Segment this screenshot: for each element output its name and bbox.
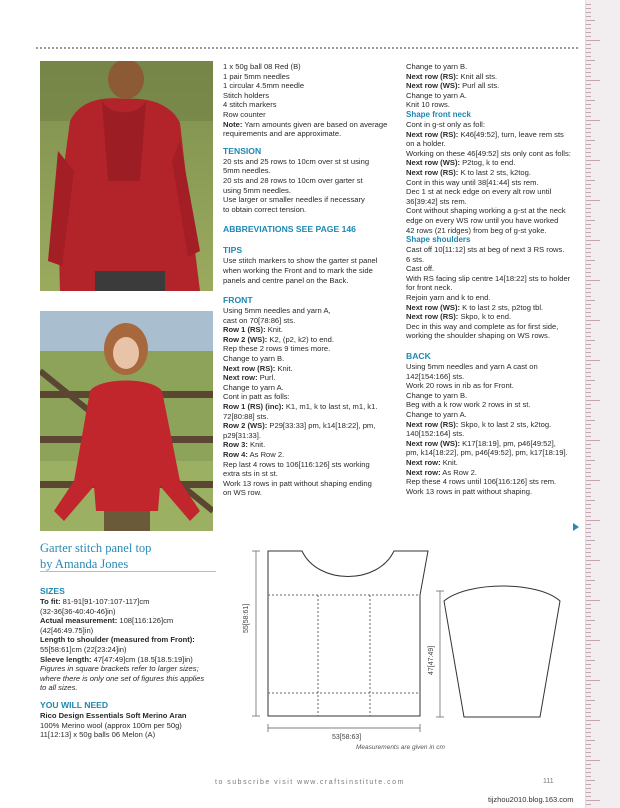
sleeve-length-dimension [436,591,444,717]
ruler-tick [586,596,591,597]
ruler-tick [586,228,591,229]
ruler-tick [586,436,591,437]
ruler-tick [586,792,591,793]
top-dotted-rule [36,47,578,49]
ruler-tick [586,704,591,705]
ruler-tick [586,784,591,785]
ruler-tick [586,128,591,129]
ruler-tick [586,776,591,777]
ruler-tick [586,600,600,601]
ruler-tick [586,536,591,537]
ruler-tick [586,64,591,65]
shape-front-neck-heading: Shape front neck [406,109,471,119]
ruler-tick [586,308,591,309]
ruler-tick [586,44,591,45]
ruler-tick [586,24,591,25]
ruler-tick [586,104,591,105]
ruler-tick [586,136,591,137]
ruler-tick [586,280,600,281]
ruler-tick [586,580,595,581]
ruler-tick [586,220,595,221]
ruler-tick [586,460,595,461]
ruler-tick [586,428,591,429]
ruler-tick [586,480,600,481]
ruler-tick [586,240,600,241]
ruler-tick [586,340,595,341]
ruler-tick [586,664,591,665]
measuring-ruler [585,0,620,808]
ruler-tick [586,312,591,313]
ruler-tick [586,656,591,657]
ruler-tick [586,712,591,713]
ruler-tick [586,396,591,397]
ruler-tick [586,680,600,681]
ruler-tick [586,8,591,9]
ruler-tick [586,644,591,645]
ruler-tick [586,108,591,109]
blog-watermark: tijzhou2010.blog.163.com [488,795,574,804]
ruler-tick [586,172,591,173]
ruler-tick [586,120,600,121]
ruler-tick [586,208,591,209]
ruler-tick [586,788,591,789]
ruler-tick [586,612,591,613]
sleeve-outline [444,586,560,717]
ruler-tick [586,356,591,357]
body-height-label: 55[58:61] [243,603,250,633]
ruler-tick [586,404,591,405]
ruler-tick [586,420,595,421]
ruler-tick [586,472,591,473]
ruler-tick [586,708,591,709]
ruler-tick [586,440,600,441]
ruler-tick [586,376,591,377]
ruler-tick [586,516,591,517]
garment-schematic [228,545,590,745]
ruler-tick [586,152,591,153]
ruler-tick [586,492,591,493]
materials-front-column: 1 x 50g ball 08 Red (B) 1 pair 5mm needles 1 circular 4.5mm needle Stitch holders 4 stitch markers Row counter Note: Yarn amounts given are based on average requirements and are approximate. TENSION 20 sts and 25 rows to 10cm over st st using 5mm needles. 20 sts and 28 rows to 10cm over garter st using 5mm needles. Use larger or smaller needles if necessary to obtain correct tension. ABBREVIATIONS SEE PAGE 146 TIPS Use stitch markers to show the garter st panel when working the Front and to mark the side panels and centre panel on the Back. FRONT Using 5mm needles and yarn A, cast on 70[78:86] sts. Row 1 (RS): Knit. Row 2 (WS): K2, (p2, k2) to end. Rep these 2 rows 9 times more. Change to yarn B. Next row (RS): Knit. Next row: Purl. Change to yarn A. Cont in patt as folls: Row 1 (RS) (inc): K1, m1, k to last st, m1, k1. 72[80:88] sts. Row 2 (WS): P29[33:33] pm, k14[18:22], pm, p29[31:33]. Row 3: Knit. Row 4: As Row 2. Rep last 4 rows to 106[116:126] sts working extra sts in st st. Work 13 rows in patt without shaping ending on WS row. [223,62,388,498]
ruler-tick [586,272,591,273]
ruler-tick [586,276,591,277]
ruler-tick [586,740,595,741]
ruler-tick [586,768,591,769]
ruler-tick [586,344,591,345]
ruler-tick [586,20,595,21]
body-outline [268,551,428,716]
ruler-tick [586,252,591,253]
ruler-tick [586,4,591,5]
ruler-tick [586,160,600,161]
ruler-tick [586,488,591,489]
ruler-tick [586,452,591,453]
ruler-tick [586,248,591,249]
ruler-tick [586,388,591,389]
ruler-tick [586,652,591,653]
ruler-tick [586,348,591,349]
body-height-dimension [252,551,260,716]
ruler-tick [586,640,600,641]
ruler-tick [586,752,591,753]
ruler-tick [586,464,591,465]
ruler-tick [586,700,595,701]
ruler-tick [586,316,591,317]
ruler-tick [586,672,591,673]
ruler-tick [586,328,591,329]
footer-subscribe: to subscribe visit www.craftsinstitute.com [215,779,405,786]
ruler-tick [586,148,591,149]
ruler-tick [586,800,600,801]
ruler-tick [586,72,591,73]
ruler-tick [586,336,591,337]
ruler-tick [586,300,595,301]
neck-back-column: Change to yarn B. Next row (RS): Knit all sts. Next row (WS): Purl all sts. Change to yarn A. Knit 10 rows. Shape front neck Cont in g-st only as foll: Next row (RS): K46[49:52], turn, leave rem sts on a holder. Working on these 46[49:52] sts only cont as folls: Next row (WS): P2tog, k to end. Next row (RS): K to last 2 sts, k2tog. Cont in this way until 38[41:44] sts rem. Dec 1 st at neck edge on every alt row until 36[39:42] sts rem. Cont without shaping working a g-st at the neck edge on every WS row until you have worked 42 rows (21 ridges) from beg of g-st yoke. Shape shoulders Cast off 10[11:12] sts at beg of next 3 RS rows. 6 sts. Cast off. With RS facing slip centre 14[18:22] sts to holder for front neck. Rejoin yarn and k to end. Next row (WS): K to last 2 sts, p2tog tbl. Next row (RS): Skpo, k to end. Dec in this way and complete as for first side, working the shoulder shaping on WS rows. BACK Using 5mm needles and yarn A cast on 142[154:166] sts. Work 20 rows in rib as for Front. Change to yarn B. Beg with a k row work 2 rows in st st. Change to yarn A. Next row (RS): Skpo, k to last 2 sts, k2tog. 140[152:164] sts. Next row (WS): K17[18:19], pm, p46[49:52], pm, k14[18:22], pm, p46[49:52], pm, k17[18:19]. Next row: Knit. Next row: As Row 2. Rep these 4 rows until 106[116:126] sts rem. Work 13 rows in patt without shaping. [406,62,571,496]
ruler-tick [586,56,591,57]
ruler-tick [586,796,591,797]
ruler-tick [586,520,600,521]
ruler-tick [586,32,591,33]
ruler-tick [586,660,595,661]
ruler-tick [586,540,595,541]
ruler-tick [586,748,591,749]
ruler-tick [586,568,591,569]
body-width-dimension [268,724,420,732]
ruler-tick [586,604,591,605]
ruler-tick [586,496,591,497]
ruler-tick [586,468,591,469]
ruler-tick [586,448,591,449]
ruler-tick [586,412,591,413]
ruler-tick [586,408,591,409]
ruler-tick [586,484,591,485]
ruler-tick [586,532,591,533]
ruler-tick [586,648,591,649]
ruler-tick [586,36,591,37]
pattern-title: Garter stitch panel top [40,541,152,555]
tension-heading: TENSION [223,145,262,156]
ruler-tick [586,68,591,69]
ruler-tick [586,524,591,525]
ruler-tick [586,224,591,225]
ruler-tick [586,616,591,617]
ruler-tick [586,504,591,505]
ruler-tick [586,716,591,717]
ruler-tick [586,88,591,89]
ruler-tick [586,212,591,213]
ruler-tick [586,560,600,561]
ruler-tick [586,732,591,733]
ruler-tick [586,260,595,261]
ruler-tick [586,372,591,373]
ruler-tick [586,476,591,477]
ruler-tick [586,204,591,205]
ruler-tick [586,132,591,133]
ruler-tick [586,668,591,669]
ruler-tick [586,196,591,197]
ruler-tick [586,144,591,145]
ruler-tick [586,52,591,53]
ruler-tick [586,40,600,41]
ruler-tick [586,200,600,201]
ruler-tick [586,164,591,165]
ruler-tick [586,736,591,737]
ruler-tick [586,320,600,321]
ruler-tick [586,688,591,689]
ruler-tick [586,48,591,49]
ruler-tick [586,424,591,425]
ruler-tick [586,236,591,237]
ruler-tick [586,628,591,629]
ruler-tick [586,444,591,445]
ruler-tick [586,760,600,761]
ruler-tick [586,332,591,333]
ruler-tick [586,548,591,549]
ruler-tick [586,76,591,77]
continue-arrow-icon [573,523,579,531]
page-number: 111 [543,778,554,785]
ruler-tick [586,584,591,585]
ruler-tick [586,380,595,381]
ruler-tick [586,216,591,217]
ruler-tick [586,256,591,257]
ruler-tick [586,572,591,573]
ruler-tick [586,636,591,637]
ruler-tick [586,324,591,325]
ruler-tick [586,592,591,593]
ruler-tick [586,564,591,565]
ruler-tick [586,16,591,17]
ruler-tick [586,100,595,101]
ruler-tick [586,576,591,577]
ruler-tick [586,556,591,557]
back-heading: BACK [406,351,431,362]
ruler-tick [586,512,591,513]
sleeve-length-label: 47[47:49] [428,645,435,675]
designer-name: by Amanda Jones [40,557,129,571]
ruler-tick [586,288,591,289]
ruler-tick [586,80,600,81]
ruler-tick [586,368,591,369]
ruler-tick [586,168,591,169]
you-will-need-heading: YOU WILL NEED [40,699,109,710]
ruler-tick [586,692,591,693]
ruler-tick [586,184,591,185]
photo-model-cardigan [40,61,213,291]
ruler-tick [586,292,591,293]
front-heading: FRONT [223,295,253,306]
ruler-tick [586,352,591,353]
ruler-tick [586,264,591,265]
ruler-tick [586,84,591,85]
measurements-note: Measurements are given in cm [356,744,445,751]
ruler-tick [586,804,591,805]
ruler-tick [586,284,591,285]
ruler-tick [586,744,591,745]
ruler-tick [586,400,600,401]
ruler-tick [586,764,591,765]
ruler-tick [586,500,595,501]
ruler-tick [586,696,591,697]
ruler-tick [586,176,591,177]
ruler-tick [586,756,591,757]
ruler-tick [586,620,595,621]
ruler-tick [586,624,591,625]
ruler-tick [586,296,591,297]
ruler-tick [586,432,591,433]
ruler-tick [586,724,591,725]
sizes-section: SIZES To fit: 81-91[91-107:107-117]cm (32-36[36-40:40-46]in) Actual measurement: 108[116:126]cm (42[46:49.75]in) Length to shoulder (measured from Front): 55[58:61]cm (22[23:24]in) Sleeve length: 47[47:49]cm (18.5[18.5:19]in) Figures in square brackets refer to larger sizes; where there is only one set of figures this applies to all sizes. YOU WILL NEED Rico Design Essentials Soft Merino Aran 100% Merino wool (approx 100m per 50g) 11[12:13] x 50g balls 06 Melon (A) [40,586,205,740]
ruler-tick [586,364,591,365]
ruler-tick [586,676,591,677]
abbreviations-heading: ABBREVIATIONS SEE PAGE 146 [223,224,356,235]
ruler-tick [586,384,591,385]
ruler-tick [586,28,591,29]
ruler-tick [586,92,591,93]
ruler-tick [586,552,591,553]
ruler-tick [586,684,591,685]
photo-model-panel-top [40,311,213,531]
ruler-tick [586,392,591,393]
ruler-tick [586,416,591,417]
ruler-tick [586,608,591,609]
ruler-tick [586,112,591,113]
ruler-tick [586,632,591,633]
ruler-tick [586,188,591,189]
pattern-title-block [40,540,151,572]
ruler-tick [586,772,591,773]
tips-heading: TIPS [223,245,243,256]
ruler-tick [586,96,591,97]
ruler-tick [586,192,591,193]
body-width-label: 53[58:63] [332,734,362,741]
ruler-tick [586,780,595,781]
ruler-tick [586,232,591,233]
ruler-tick [586,360,600,361]
ruler-tick [586,116,591,117]
shape-shoulders-heading: Shape shoulders [406,235,471,245]
ruler-tick [586,268,591,269]
ruler-tick [586,180,595,181]
sizes-heading: SIZES [40,586,65,596]
ruler-tick [586,140,595,141]
ruler-tick [586,720,600,721]
ruler-tick [586,244,591,245]
ruler-tick [586,528,591,529]
ruler-tick [586,728,591,729]
ruler-tick [586,60,595,61]
ruler-tick [586,544,591,545]
ruler-tick [586,456,591,457]
ruler-tick [586,12,591,13]
ruler-tick [586,156,591,157]
ruler-tick [586,304,591,305]
title-underline [40,571,216,572]
ruler-tick [586,588,591,589]
ruler-tick [586,508,591,509]
ruler-tick [586,124,591,125]
